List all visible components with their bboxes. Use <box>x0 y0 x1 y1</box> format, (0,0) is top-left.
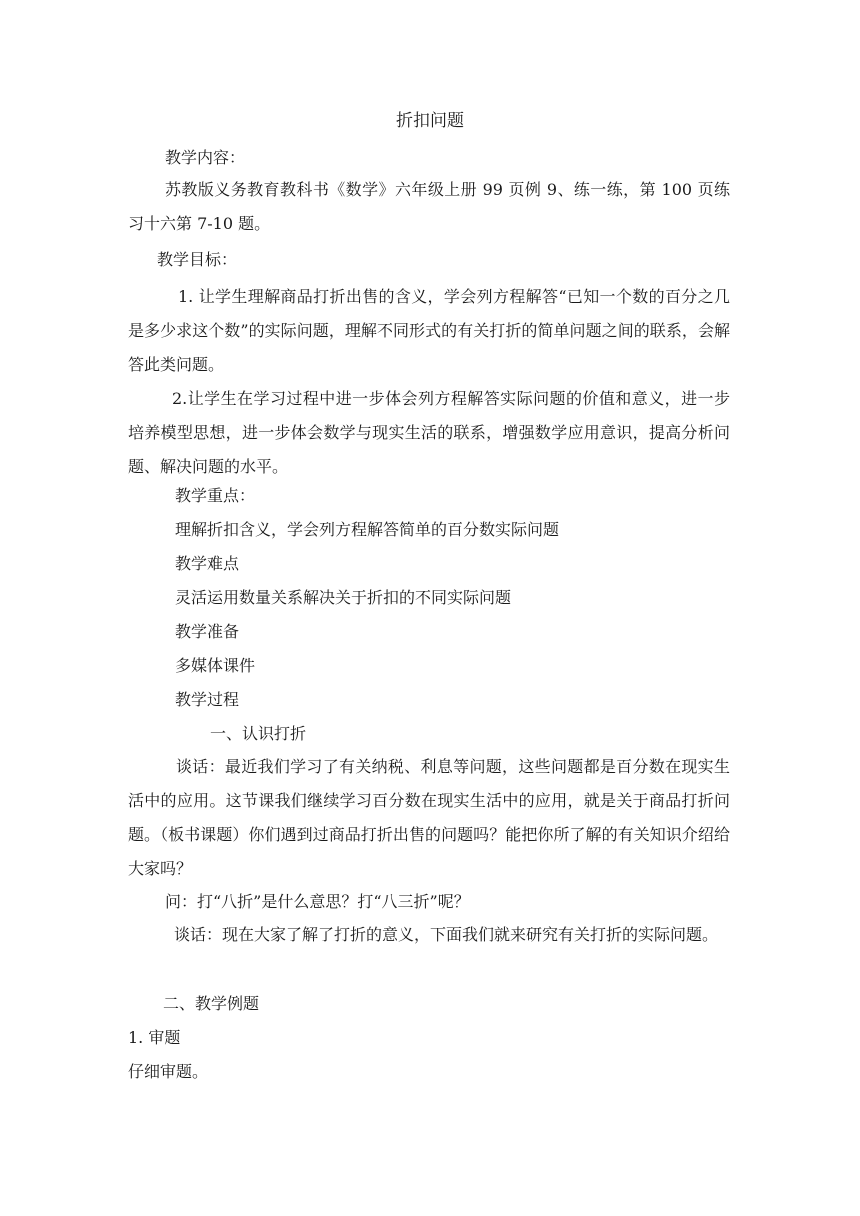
section-2-heading: 二、教学例题 <box>163 994 260 1013</box>
step-1-heading: 1. 审题 <box>128 1028 181 1047</box>
key-point-text: 理解折扣含义，学会列方程解答简单的百分数实际问题 <box>175 520 560 539</box>
question-line: 问：打“八折”是什么意思？打“八三折”呢？ <box>165 892 470 911</box>
difficulty-heading: 教学难点 <box>175 554 240 573</box>
section-1-heading: 一、认识打折 <box>210 724 307 743</box>
preparation-text: 多媒体课件 <box>175 656 256 675</box>
step-1-text: 仔细审题。 <box>128 1062 209 1081</box>
objective-item-2: 2.让学生在学习过程中进一步体会列方程解答实际问题的价值和意义，进一步培养模型思想，进一步体会数学与现实生活的联系，增强数学应用意识，提高分析问题、解决问题的水平。 <box>128 389 730 476</box>
objectives-heading: 教学目标： <box>157 250 238 269</box>
content-heading: 教学内容： <box>165 148 246 167</box>
content-text: 苏教版义务教育教科书《数学》六年级上册 99 页例 9、练一练，第 100 页练习十六第 7-10 题。 <box>128 180 730 233</box>
key-point-heading: 教学重点： <box>175 486 256 505</box>
document-title: 折扣问题 <box>396 111 464 131</box>
talk-1-paragraph: 谈话：最近我们学习了有关纳税、利息等问题，这些问题都是百分数在现实生活中的应用。这节课我们继续学习百分数在现实生活中的应用，就是关于商品打折问题。（板书课题）你们遇到过商品打折出售的问题吗？能把你所了解的有关知识介绍给大家吗？ <box>128 757 730 878</box>
difficulty-text: 灵活运用数量关系解决关于折扣的不同实际问题 <box>175 588 512 607</box>
process-heading: 教学过程 <box>175 690 240 709</box>
talk-2-paragraph: 谈话：现在大家了解了打折的意义，下面我们就来研究有关打折的实际问题。 <box>174 925 719 944</box>
objective-item-1: 1. 让学生理解商品打折出售的含义，学会列方程解答“已知一个数的百分之几是多少求这个数”的实际问题，理解不同形式的有关打折的简单问题之间的联系，会解答此类问题。 <box>128 287 730 374</box>
preparation-heading: 教学准备 <box>175 622 240 641</box>
